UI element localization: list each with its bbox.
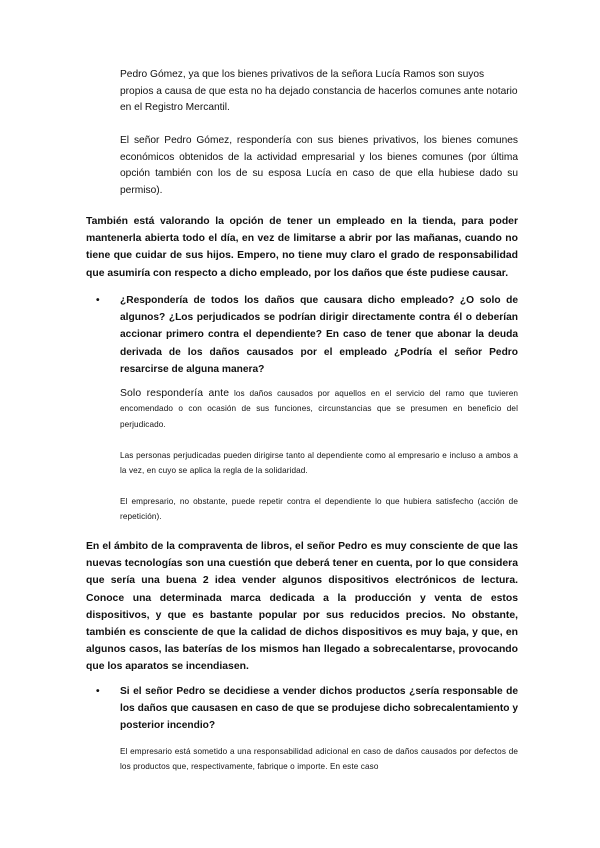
- paragraph-pedro-bienes-privativos: Pedro Gómez, ya que los bienes privativos de la señora Lucía Ramos son suyos propios a causa de que esta no ha dejado constancia de hacerlos comunes ante notario en el Registro Mercantil.: [120, 69, 518, 114]
- bullet-icon: •: [96, 295, 100, 306]
- answer-accion-repeticion: El empresario, no obstante, puede repetir contra el dependiente lo que hubiera satisfecho (acción de repetición).: [120, 497, 518, 522]
- paragraph-responsabilidad-bienes: El señor Pedro Gómez, respondería con sus bienes privativos, los bienes comunes económicos obtenidos de la actividad empresarial y los bienes comunes (por última opción también con los de su esposa Lucía en caso de que ella hubiese dado su permiso).: [120, 135, 518, 196]
- paragraph-compraventa-libros: En el ámbito de la compraventa de libros, el señor Pedro es muy consciente de que las nuevas tecnologías son una cuestión que deberá tener en cuenta, por lo que considera que sería una buena 2 idea vender algunos dispositivos electrónicos de lectura. Conoce una determinada marca dedicada a la producción y venta de estos dispositivos, y que es bastante popular por sus reducidos precios. No obstante, también es consciente de que la calidad de dichos dispositivos es muy baja, y que, en algunos casos, las baterías de los mismos han llegado a sobrecalentarse, provocando que los aparatos se incendiasen.: [86, 541, 518, 673]
- answer-solo-respondería: [120, 386, 518, 432]
- paragraph-empleado-tienda: También está valorando la opción de tener un empleado en la tienda, para poder mantenerla abierta todo el día, en vez de limitarse a abrir por las mañanas, cuando no tiene que cuidar de sus hijos. Empero, no tiene muy claro el grado de responsabilidad que asumiría con respecto a dicho empleado, por los daños que éste pudiese causar.: [86, 216, 518, 279]
- answer-personas-perjudicadas: Las personas perjudicadas pueden dirigirse tanto al dependiente como al empresario e incluso a ambos a la vez, en cuyo se aplica la regla de la solidaridad.: [120, 451, 518, 476]
- question-empleado-text: ¿Respondería de todos los daños que causara dicho empleado? ¿O solo de algunos? ¿Los perjudicados se podrían dirigir directamente contra él o deberían accionar primero contra el dependiente? En caso de tener que abonar la deuda derivada de los daños causados por el empleado ¿Podría el señor Pedro resarcirse de alguna manera?: [120, 295, 518, 375]
- answer-responsabilidad-adicional: El empresario está sometido a una responsabilidad adicional en caso de daños causados por defectos de los productos que, respectivamente, fabrique o importe. En este caso: [120, 747, 518, 772]
- bullet-question-productos: [96, 683, 518, 735]
- answer-rest-text: los daños causados por aquellos en el servicio del ramo que tuvieren encomendado o con ocasión de sus funciones, circunstancias que se presumen en beneficio del perjudicado.: [120, 389, 518, 429]
- bullet-icon: •: [96, 686, 100, 697]
- question-productos-text: Si el señor Pedro se decidiese a vender dichos productos ¿sería responsable de los daños que causasen en caso de que se produjese dicho sobrecalentamiento y posterior incendio?: [120, 686, 518, 732]
- bullet-question-empleado: [96, 292, 518, 378]
- answer-lead-text: Solo respondería ante: [120, 388, 230, 399]
